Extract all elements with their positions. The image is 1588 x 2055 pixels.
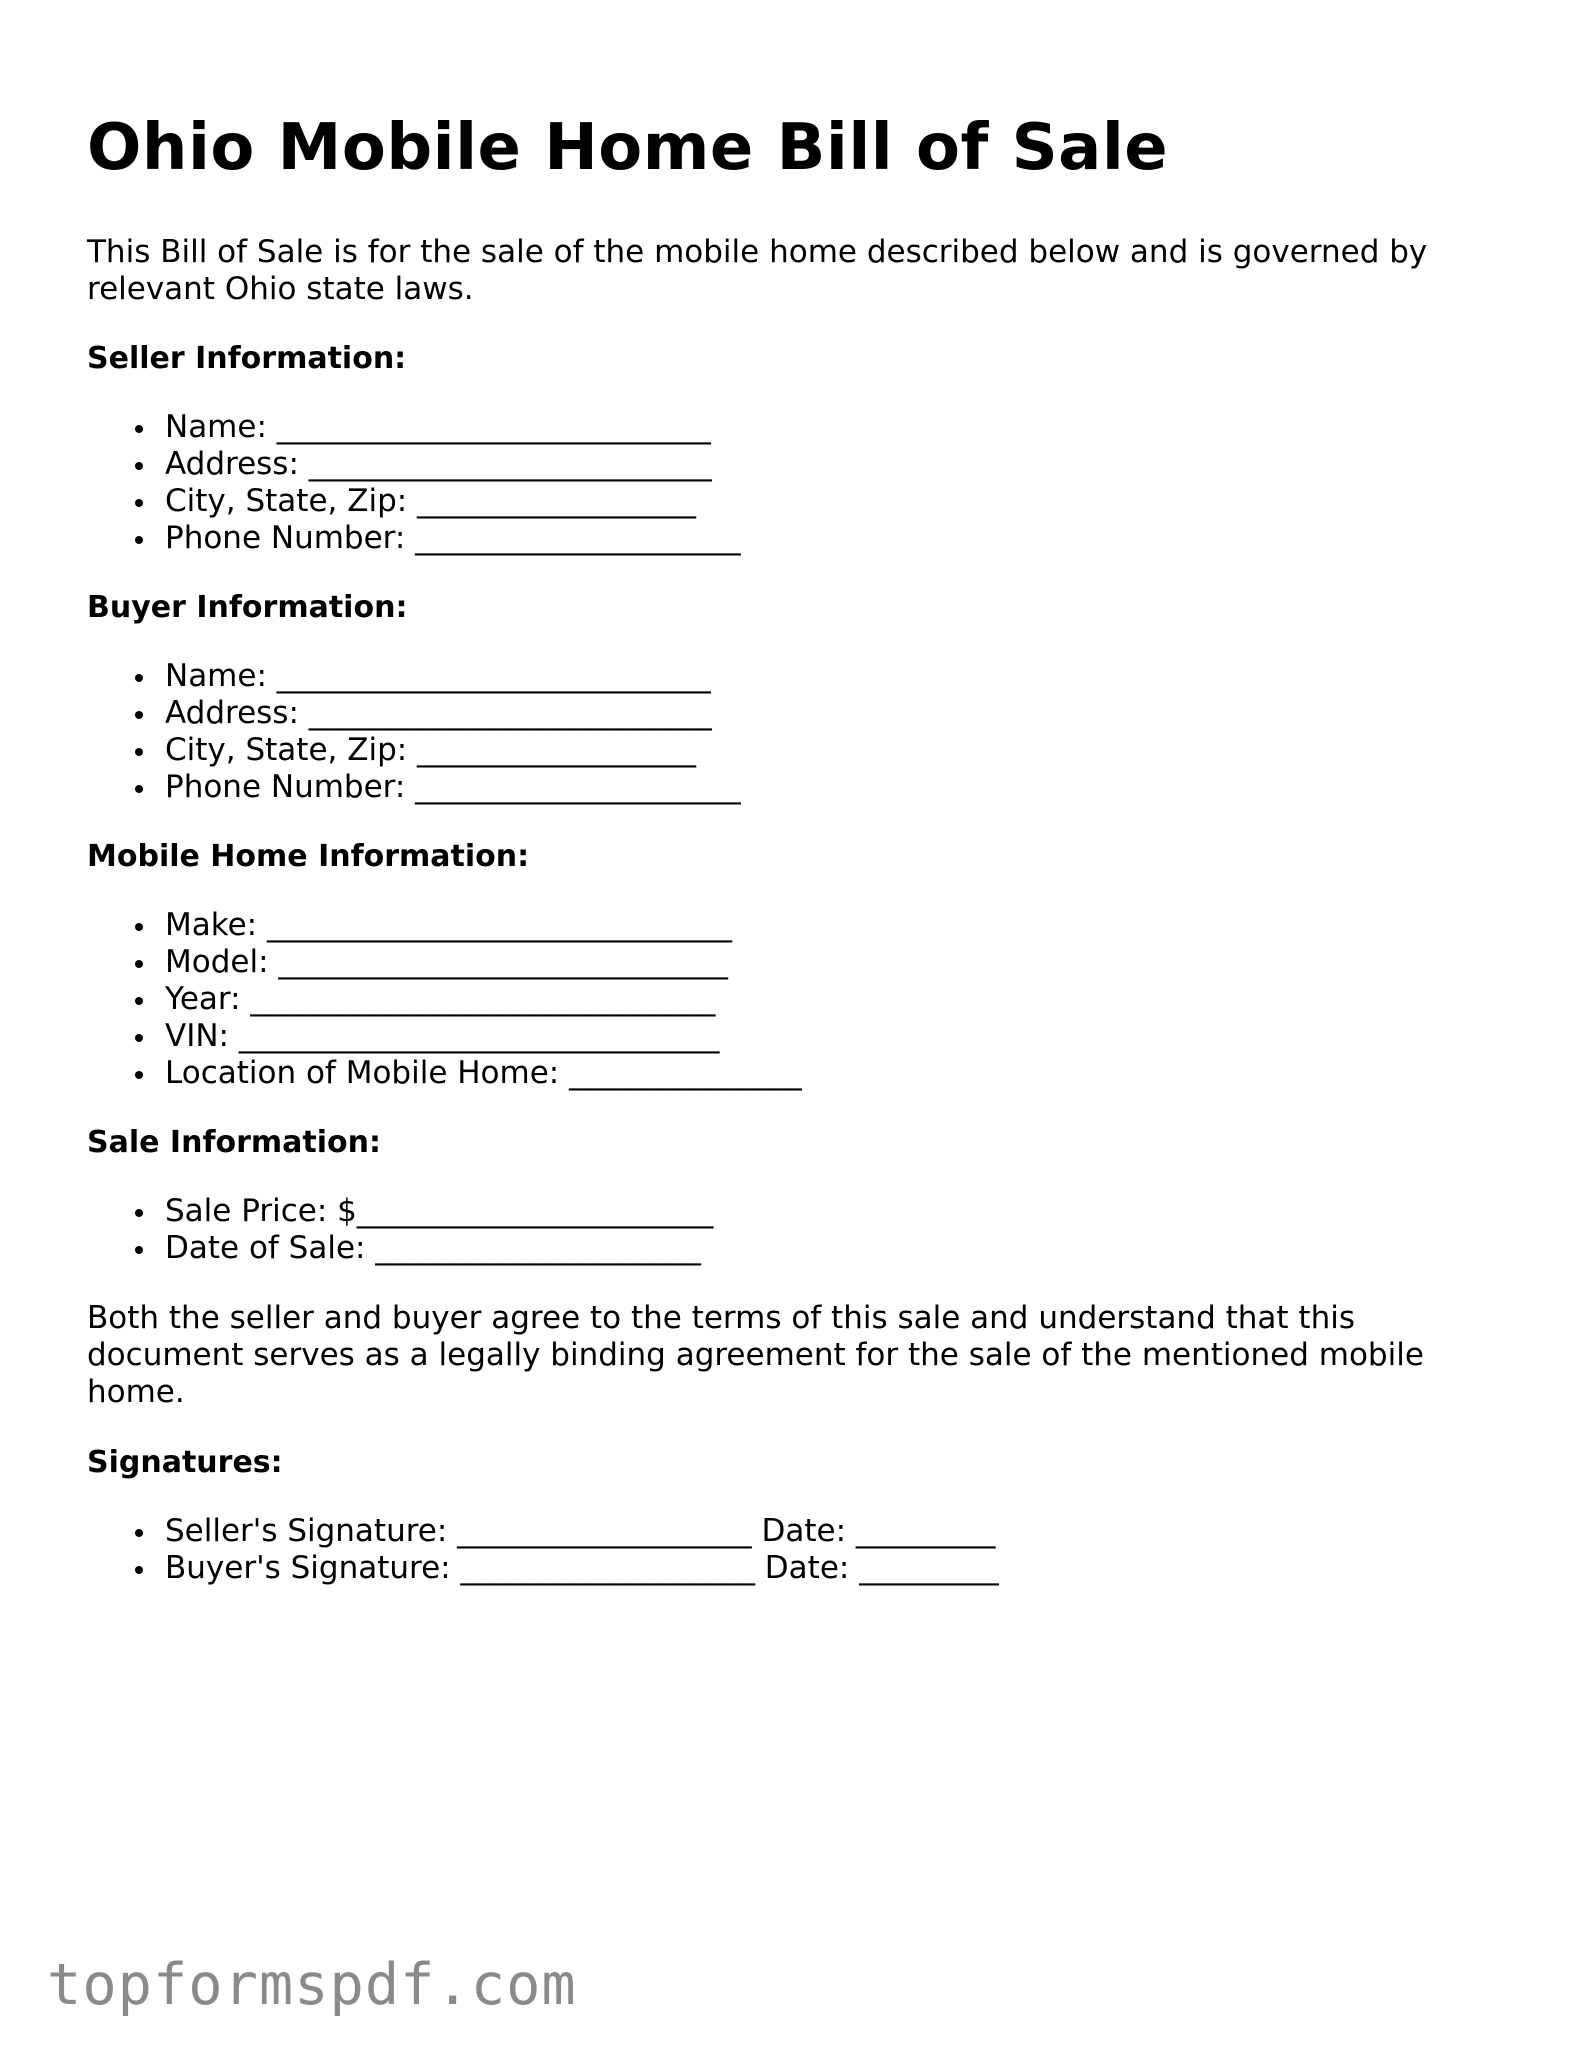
intro-paragraph: This Bill of Sale is for the sale of the mobile home described below and is governed by relevant Ohio state laws. bbox=[87, 234, 1428, 307]
page-title: Ohio Mobile Home Bill of Sale bbox=[87, 111, 1169, 185]
buyer-section-heading: Buyer Information: bbox=[87, 590, 408, 625]
mobile-home-section-heading: Mobile Home Information: bbox=[87, 839, 530, 874]
sale-section-heading: Sale Information: bbox=[87, 1125, 381, 1160]
location-field: Location of Mobile Home: _______________ bbox=[165, 1055, 1507, 1092]
seller-name-field: Name: ____________________________ bbox=[165, 409, 1507, 446]
buyer-address-field: Address: __________________________ bbox=[165, 695, 1507, 732]
seller-phone-field: Phone Number: _____________________ bbox=[165, 520, 1507, 557]
seller-signature-field: Seller's Signature: ___________________ Date: _________ bbox=[165, 1513, 1507, 1550]
seller-section-heading: Seller Information: bbox=[87, 341, 407, 376]
vin-field: VIN: _______________________________ bbox=[165, 1018, 1507, 1055]
sale-field-list bbox=[87, 1193, 1507, 1267]
signatures-section-heading: Signatures: bbox=[87, 1445, 283, 1480]
buyer-name-field: Name: ____________________________ bbox=[165, 658, 1507, 695]
agreement-paragraph: Both the seller and buyer agree to the terms of this sale and understand that this document serves as a legally binding agreement for the sale of the mentioned mobile home. bbox=[87, 1300, 1424, 1410]
watermark: topformspdf.com bbox=[47, 1952, 577, 2018]
year-field: Year: ______________________________ bbox=[165, 981, 1507, 1018]
signature-field-list bbox=[87, 1513, 1507, 1587]
buyer-phone-field: Phone Number: _____________________ bbox=[165, 769, 1507, 806]
buyer-city-state-zip-field: City, State, Zip: __________________ bbox=[165, 732, 1507, 769]
buyer-signature-field: Buyer's Signature: ___________________ Date: _________ bbox=[165, 1550, 1507, 1587]
seller-field-list bbox=[87, 409, 1507, 557]
model-field: Model: _____________________________ bbox=[165, 944, 1507, 981]
document-page bbox=[87, 108, 1507, 1619]
date-of-sale-field: Date of Sale: _____________________ bbox=[165, 1230, 1507, 1267]
make-field: Make: ______________________________ bbox=[165, 907, 1507, 944]
buyer-field-list bbox=[87, 658, 1507, 806]
mobile-home-field-list bbox=[87, 907, 1507, 1092]
sale-price-field: Sale Price: $_______________________ bbox=[165, 1193, 1507, 1230]
seller-address-field: Address: __________________________ bbox=[165, 446, 1507, 483]
seller-city-state-zip-field: City, State, Zip: __________________ bbox=[165, 483, 1507, 520]
